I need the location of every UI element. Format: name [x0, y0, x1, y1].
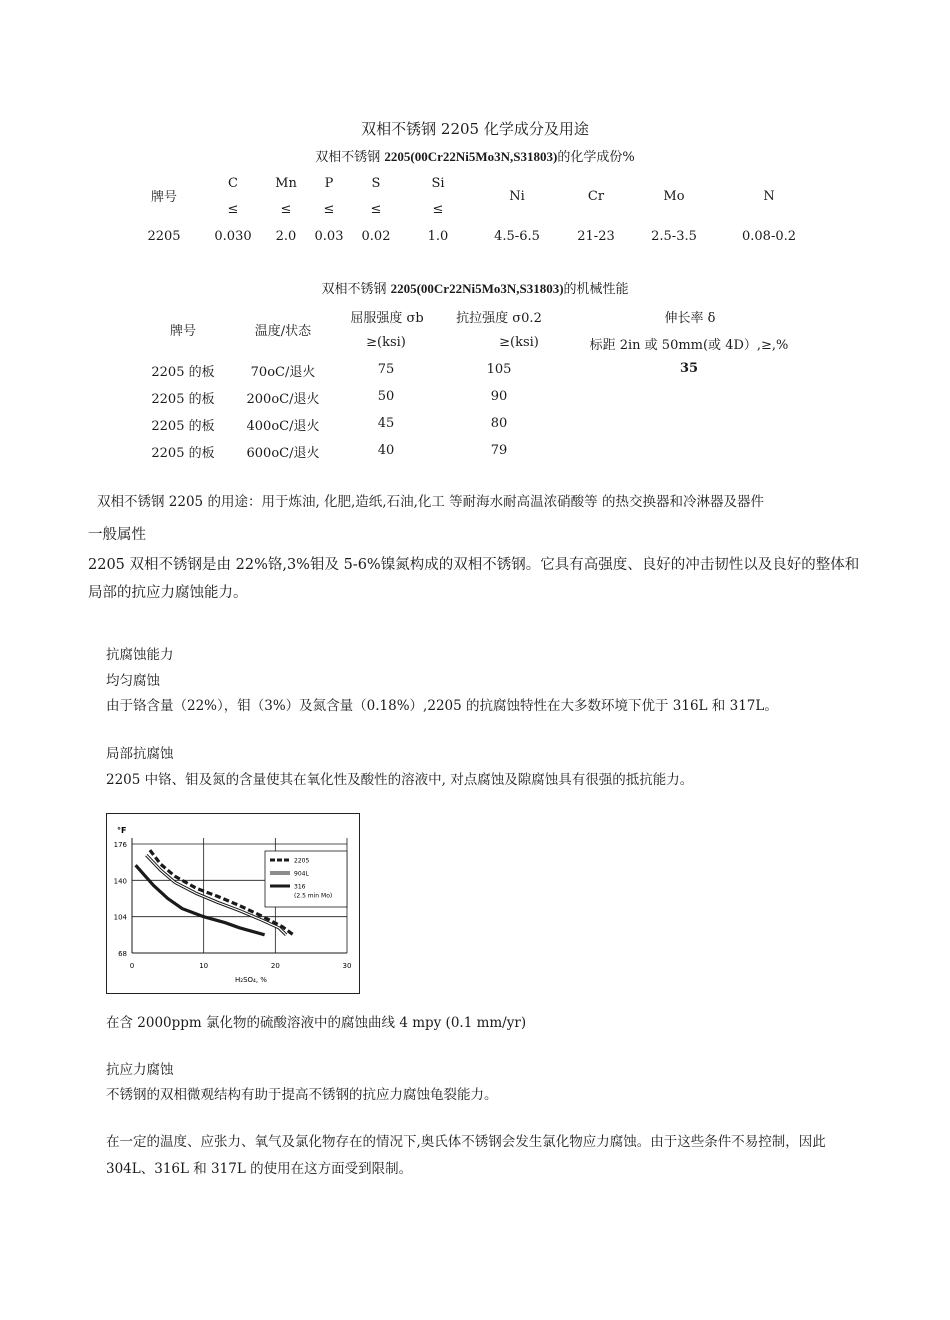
local-heading: 局部抗腐蚀	[106, 746, 174, 762]
mech-header-yield-unit: ≥(ksi)	[366, 335, 406, 350]
chem-cell-p: 0.03	[314, 229, 344, 244]
corrosion-chart	[106, 813, 360, 994]
scc-text: 不锈钢的双相微观结构有助于提高不锈钢的抗应力腐蚀龟裂能力。	[106, 1087, 498, 1103]
chem-header-mn-sub: ≤	[280, 202, 292, 217]
chem-header-si: Si	[431, 176, 445, 191]
chem-cell-s: 0.02	[361, 229, 391, 244]
chem-header-c-sub: ≤	[227, 202, 239, 217]
mech-row3-tensile: 80	[490, 416, 508, 431]
mech-row1-temp: 70oC/退火	[250, 365, 316, 380]
scc-heading: 抗应力腐蚀	[106, 1062, 174, 1078]
chart-caption: 在含 2000ppm 氯化物的硫酸溶液中的腐蚀曲线 4 mpy (0.1 mm/yr)	[106, 1015, 527, 1031]
mech-header-temp: 温度/状态	[254, 324, 312, 339]
chart-y-tick-label: 104	[113, 913, 127, 922]
chart-legend-label-2: (2.5 min Mo)	[294, 892, 333, 900]
chart-ylabel: °F	[117, 826, 127, 835]
chart-y-tick-label: 68	[118, 950, 127, 958]
chart-legend-label-0: 2205	[294, 857, 310, 865]
mech-row1-tensile: 105	[486, 362, 512, 377]
uniform-text: 由于铬含量（22%），钼（3%）及氮含量（0.18%）,2205 的抗腐蚀特性在大多数环境下优于 316L 和 317L。	[106, 698, 778, 714]
chem-header-ni: Ni	[509, 189, 525, 204]
local-text: 2205 中铬、钼及氮的含量使其在氧化性及酸性的溶液中, 对点腐蚀及隙腐蚀具有很强的抵抗能力。	[106, 772, 694, 788]
chem-cell-si: 1.0	[427, 229, 449, 244]
general-text: 2205 双相不锈钢是由 22%铬,3%钼及 5-6%镍氮构成的双相不锈钢。它具有高强度、良好的冲击韧性以及良好的整体和局部的抗应力腐蚀能力。	[88, 557, 860, 601]
final-text: 在一定的温度、应张力、氧气及氯化物存在的情况下,奥氏体不锈钢会发生氯化物应力腐蚀。由于这些条件不易控制，因此 304L、316L 和 317L 的使用在这方面受到限制。	[106, 1134, 826, 1177]
chem-header-cr: Cr	[587, 189, 605, 204]
chem-header-p: P	[324, 176, 334, 191]
chem-caption-suffix: 的化学成份%	[557, 150, 635, 165]
mech-header-tensile: 抗拉强度 σ0.2	[456, 311, 542, 326]
chart-x-tick-label: 0	[129, 962, 135, 970]
chart-y-tick-label: 176	[113, 841, 127, 849]
chart-series-line-2	[136, 865, 265, 935]
uses-line: 双相不锈钢 2205 的用途：用于炼油, 化肥,造纸,石油,化工 等耐海水耐高温浓硝酸等 的热交换器和冷淋器及器件	[97, 494, 764, 510]
mech-row3-grade: 2205 的板	[151, 419, 215, 434]
chem-cell-grade: 2205	[147, 229, 181, 244]
mech-row4-tensile: 79	[490, 443, 508, 458]
mech-table-caption	[321, 278, 628, 297]
chart-x-tick-label: 30	[342, 962, 352, 970]
chem-header-c: C	[228, 176, 238, 191]
chart-legend-label-1: 904L	[294, 870, 309, 878]
chart-legend	[265, 851, 347, 907]
mech-row4-temp: 600oC/退火	[246, 446, 320, 461]
mech-row2-grade: 2205 的板	[151, 392, 215, 407]
mech-header-yield: 屈服强度 σb	[350, 311, 424, 326]
mech-row1-yield: 75	[377, 362, 395, 377]
corrosion-chart-svg	[107, 814, 361, 995]
mech-row2-yield: 50	[377, 389, 395, 404]
chem-cell-cr: 21-23	[577, 229, 615, 244]
chart-y-tick-label: 140	[113, 877, 127, 886]
mech-caption-suffix: 的机械性能	[563, 282, 629, 297]
chem-header-si-sub: ≤	[432, 202, 444, 217]
corrosion-heading: 抗腐蚀能力	[106, 647, 174, 663]
chem-cell-mo: 2.5-3.5	[651, 229, 697, 244]
chem-header-s: S	[371, 176, 381, 191]
document-title: 双相不锈钢 2205 化学成分及用途	[361, 120, 589, 138]
mech-row2-tensile: 90	[490, 389, 508, 404]
mech-header-elongation-gauge: 标距 2in 或 50mm(或 4D）,≥,%	[589, 338, 789, 353]
mech-header-elongation: 伸长率 δ	[664, 311, 716, 326]
chem-header-s-sub: ≤	[370, 202, 382, 217]
mech-caption-prefix: 双相不锈钢	[321, 282, 391, 297]
chem-cell-mn: 2.0	[275, 229, 297, 244]
chem-header-mo: Mo	[663, 189, 685, 204]
chem-cell-n: 0.08-0.2	[741, 229, 797, 244]
chart-x-tick-label: 20	[270, 962, 280, 970]
mech-row3-temp: 400oC/退火	[246, 419, 320, 434]
chem-header-mn: Mn	[275, 176, 297, 191]
uniform-heading: 均匀腐蚀	[106, 673, 160, 689]
mech-caption-bold: 2205(00Cr22Ni5Mo3N,S31803)	[390, 281, 564, 296]
mech-header-tensile-unit: ≥(ksi)	[499, 335, 539, 350]
mech-row3-yield: 45	[377, 416, 395, 431]
chem-header-n: N	[763, 189, 775, 204]
chem-caption-prefix: 双相不锈钢	[315, 150, 385, 165]
chart-xlabel: H₂SO₄, %	[235, 976, 267, 984]
mech-header-grade: 牌号	[169, 324, 197, 339]
chem-caption-bold: 2205(00Cr22Ni5Mo3N,S31803)	[384, 149, 558, 164]
mech-row2-temp: 200oC/退火	[246, 392, 320, 407]
chart-x-tick-label: 10	[199, 962, 209, 970]
general-heading: 一般属性	[88, 527, 146, 543]
chart-legend-label-2: 316	[294, 883, 306, 891]
chem-header-p-sub: ≤	[323, 202, 335, 217]
mech-row4-yield: 40	[377, 443, 395, 458]
chem-cell-ni: 4.5-6.5	[494, 229, 540, 244]
mech-elongation-value: 35	[679, 361, 699, 376]
chem-cell-c: 0.030	[214, 229, 252, 244]
mech-row4-grade: 2205 的板	[151, 446, 215, 461]
mech-row1-grade: 2205 的板	[151, 365, 215, 380]
chem-table-caption	[315, 146, 634, 165]
chem-header-grade: 牌号	[150, 190, 178, 205]
